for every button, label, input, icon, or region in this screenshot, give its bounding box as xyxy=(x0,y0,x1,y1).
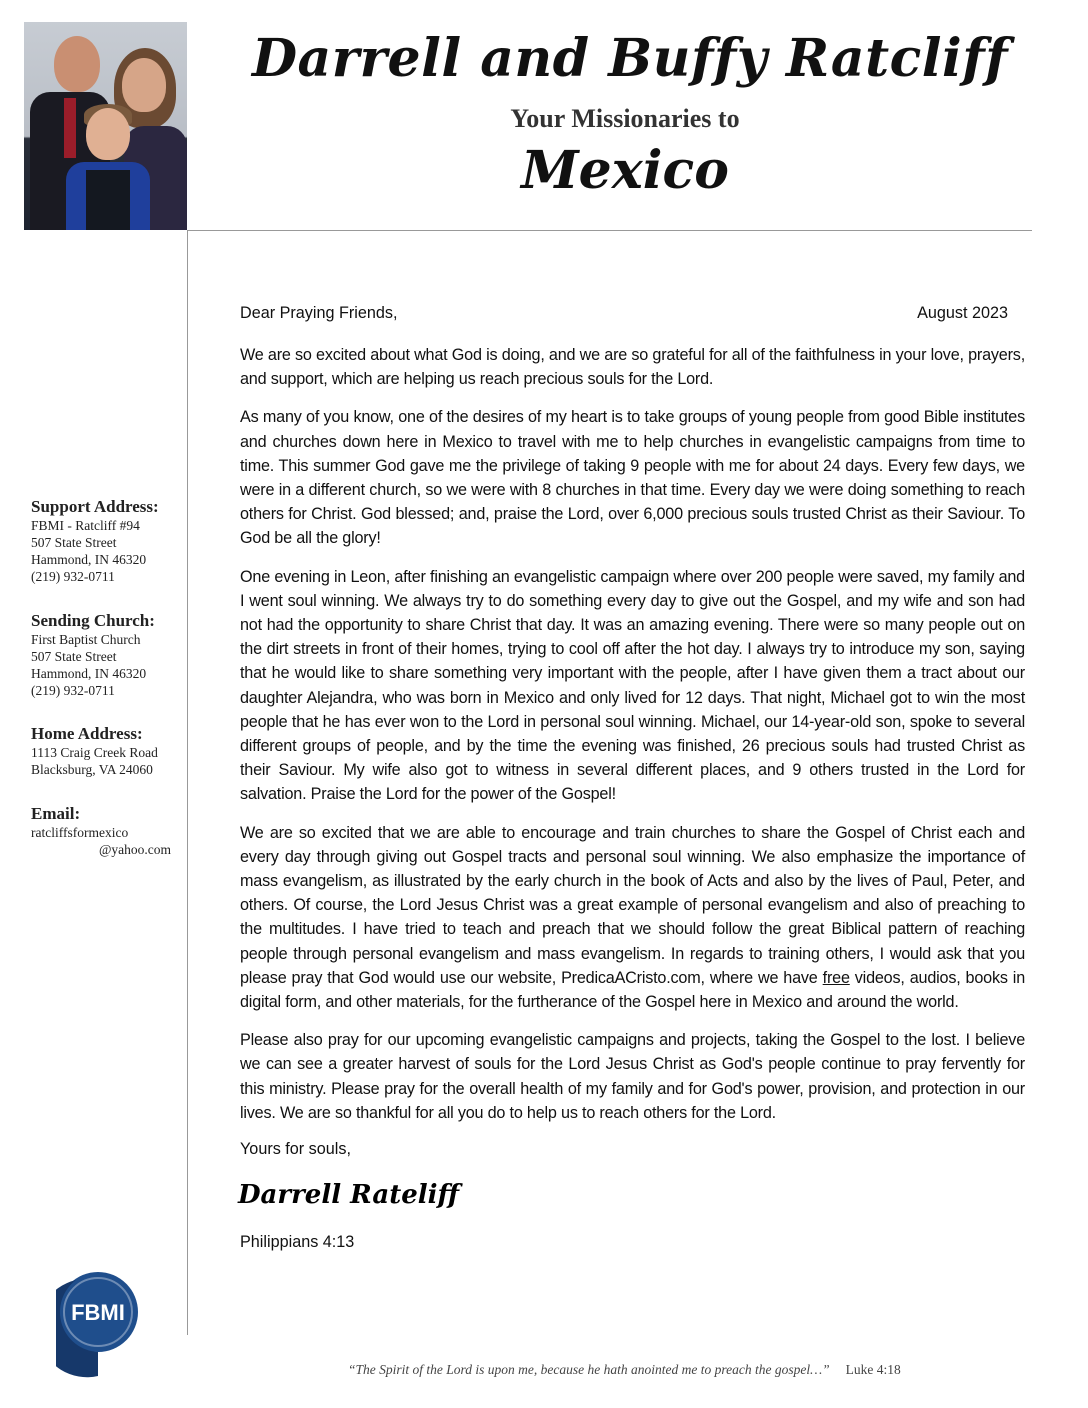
free-underlined: free xyxy=(822,968,850,987)
support-address-line: FBMI - Ratcliff #94 xyxy=(31,518,140,533)
paragraph-4-text: We are so excited that we are able to encourage and train churches to share the Gospel of Christ each and every day through giving out Gospel tracts and personal soul winning. We also emphasize the importance of mass evangelism, as illustrated by the early church in the book of Acts and also by the lives of Paul, Peter, and others. Of course, the Lord Jesus Christ was a great example of personal evangelism and also of preaching to the multitudes. I have tried to teach and preach that we should follow the great Biblical pattern of reaching people through personal evangelism and mass evangelism. In regards to training others, I would ask that you please pray that God would use our website, PredicaACristo.com, where we have xyxy=(240,823,1025,987)
footer-quote xyxy=(348,1362,901,1378)
letter-date: August 2023 xyxy=(917,304,1008,322)
header-divider xyxy=(187,230,1032,231)
closing: Yours for souls, xyxy=(240,1140,351,1158)
paragraph-4-text-end: videos, audios, books in digital form, and other materials, for the furtherance of the Gospel here in Mexico and around the world. xyxy=(240,968,1025,1012)
family-photo xyxy=(24,22,187,230)
sending-church-line: Hammond, IN 46320 xyxy=(31,666,147,681)
letterhead-subtitle: Your Missionaries to xyxy=(510,104,740,133)
home-address-line: Blacksburg, VA 24060 xyxy=(31,762,153,777)
sending-church-block xyxy=(31,611,181,699)
logo-text: FBMI xyxy=(71,1300,125,1325)
sending-church-line: (219) 932-0711 xyxy=(31,683,115,698)
sending-church-line: 507 State Street xyxy=(31,649,117,664)
home-address-block xyxy=(31,724,181,778)
support-address-heading: Support Address: xyxy=(31,497,159,516)
support-address-line: Hammond, IN 46320 xyxy=(31,552,147,567)
letter-body xyxy=(240,343,1025,1125)
greeting: Dear Praying Friends, xyxy=(240,304,398,322)
sending-church-heading: Sending Church: xyxy=(31,611,155,630)
letterhead-country: Mexico xyxy=(521,140,729,201)
email-line-user[interactable]: ratcliffsformexico xyxy=(31,825,129,840)
email-heading: Email: xyxy=(31,804,81,823)
paragraph-2: As many of you know, one of the desires of my heart is to take groups of young people from good Bible institutes and churches down here in Mexico to travel with me to help churches in evangelistic campaigns from time to time. This summer God gave me the privilege of taking 9 people with me for about 24 days. Every few days, we were in a different church, so we were with 8 churches in that time. Every day we were doing something to reach others for Christ. God blessed; and, praise the Lord, over 6,000 precious souls trusted Christ as their Saviour. To God be all the glory! xyxy=(240,408,1025,548)
support-address-line: (219) 932-0711 xyxy=(31,569,115,584)
support-address-line: 507 State Street xyxy=(31,535,117,550)
home-address-heading: Home Address: xyxy=(31,724,143,743)
verse-reference: Philippians 4:13 xyxy=(240,1233,355,1251)
signature: Darrell Rateliff xyxy=(238,1180,459,1210)
email-block xyxy=(31,804,181,858)
footer-quote-reference: Luke 4:18 xyxy=(845,1362,901,1377)
letterhead-title: Darrell and Buffy Ratcliff xyxy=(251,28,1009,89)
footer-quote-text: “The Spirit of the Lord is upon me, because he hath anointed me to preach the gospel…” xyxy=(348,1362,830,1377)
sending-church-line: First Baptist Church xyxy=(31,632,141,647)
sidebar-divider xyxy=(187,230,188,1335)
support-address-block xyxy=(31,497,181,585)
email-line-domain[interactable]: @yahoo.com xyxy=(98,842,171,857)
paragraph-3: One evening in Leon, after finishing an evangelistic campaign where over 200 people were saved, my family and I went soul winning. We always try to do something every day to give out the Gospel, and my wife and son had not had the opportunity to share Christ that day. It was an amazing evening. There were so many people out on the dirt streets in front of their homes, trying to cool off after the hot day. I always try to introduce my son, saying that he would like to share something very important with the people, after I have given them a tract about our daughter Alejandra, who was born in Mexico and only lived for 12 days. That night, Michael got to win the most people that he has ever won to the Lord in personal soul winning. Michael, our 14-year-old son, spoke to several different groups of people, and by the time the evening was finished, 26 precious souls had trusted Christ as their Saviour. My wife also got to witness in several different places, and 9 others trusted in the Lord for salvation. Praise the Lord for the power of the Gospel! xyxy=(240,567,1025,804)
fbmi-logo xyxy=(56,1268,140,1380)
home-address-line: 1113 Craig Creek Road xyxy=(31,745,158,760)
paragraph-4 xyxy=(240,821,1025,1015)
paragraph-1: We are so excited about what God is doing, and we are so grateful for all of the faithfulness in your love, prayers, and support, which are helping us reach precious souls for the Lord. xyxy=(240,346,1025,389)
paragraph-5: Please also pray for our upcoming evangelistic campaigns and projects, taking the Gospel to the lost. I believe we can see a greater harvest of souls for the Lord Jesus Christ as God's people continue to pray fervently for this ministry. Please pray for the overall health of my family and for God's power, provision, and protection in our lives. We are so thankful for all you do to help us to reach others for the Lord. xyxy=(240,1031,1025,1122)
